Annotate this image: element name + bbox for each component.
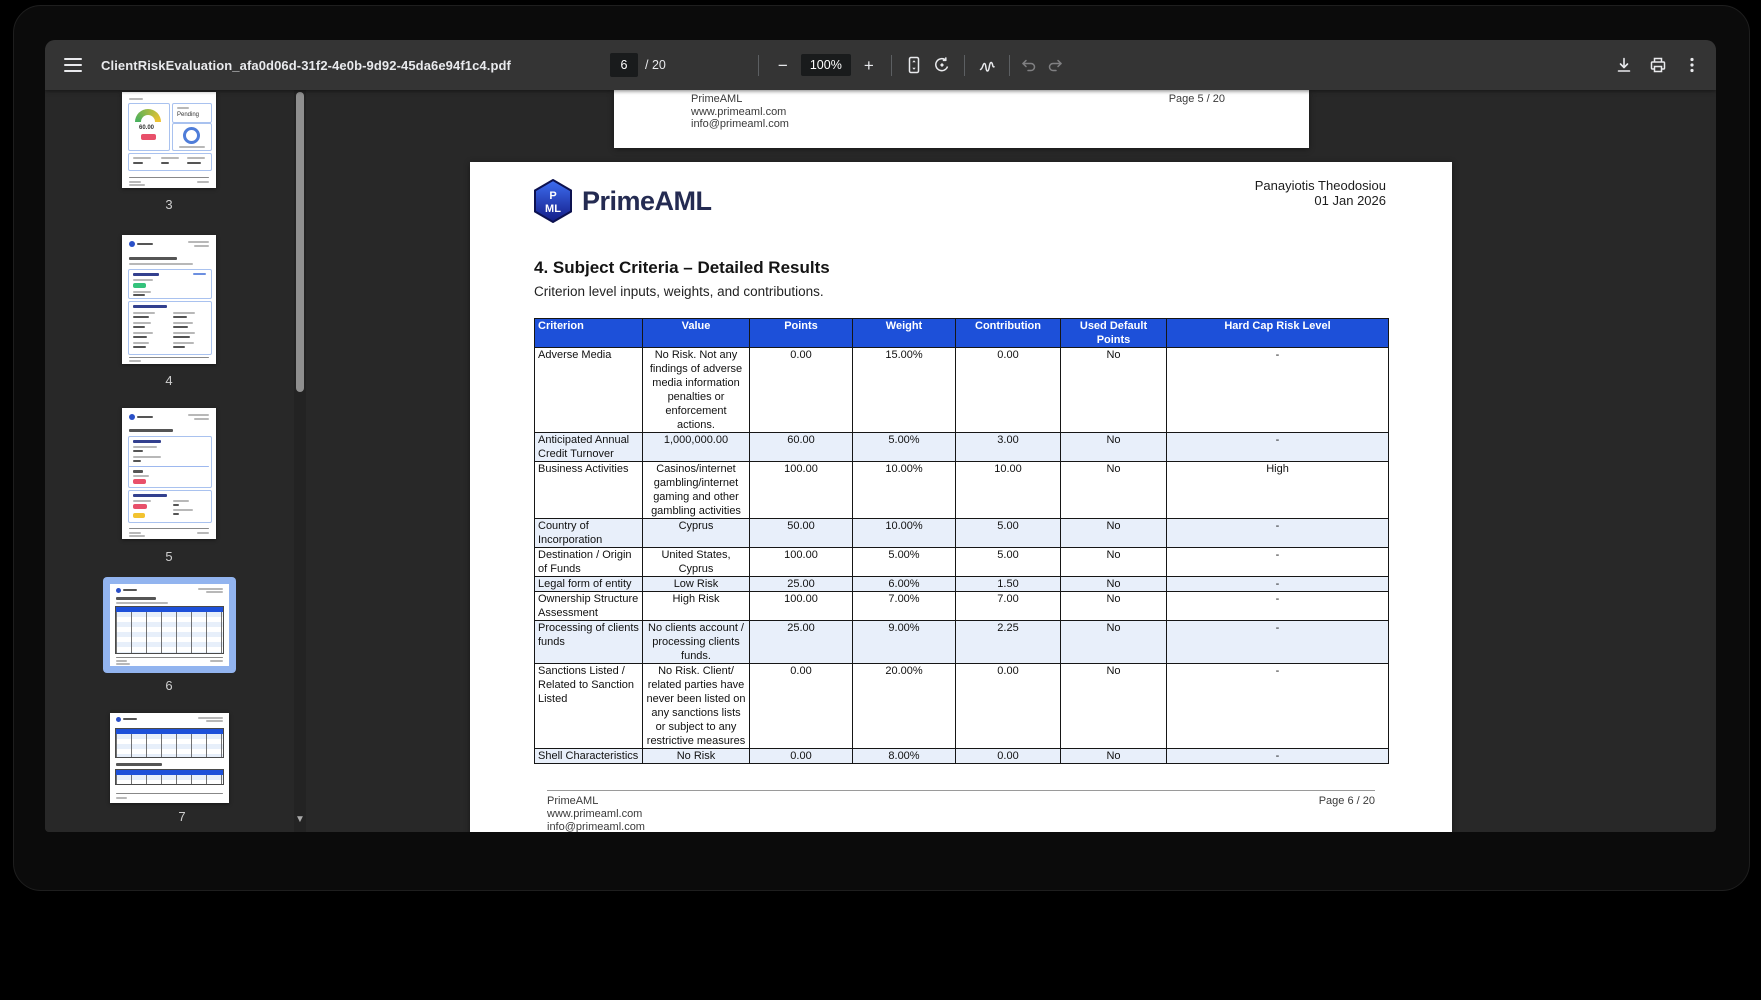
report-date: 01 Jan 2026 <box>1314 192 1386 208</box>
table-cell: 0.00 <box>750 664 853 749</box>
download-icon[interactable] <box>1610 51 1638 79</box>
table-cell: 20.00% <box>853 664 956 749</box>
table-cell: 60.00 <box>750 433 853 462</box>
table-cell: 0.00 <box>956 664 1061 749</box>
thumbnail-label-6: 6 <box>165 678 173 693</box>
thumbnail-page-7[interactable] <box>110 713 229 803</box>
table-header-cell: Contribution <box>956 319 1061 348</box>
table-header-row <box>535 319 1389 348</box>
table-cell: No <box>1061 577 1167 592</box>
page-number-input[interactable] <box>610 53 638 77</box>
table-cell: 10.00% <box>853 462 956 519</box>
author-block <box>1255 179 1386 208</box>
table-cell: 8.00% <box>853 749 956 764</box>
table-row <box>535 621 1389 664</box>
table-cell: 5.00 <box>956 519 1061 548</box>
table-header-cell: Used Default Points <box>1061 319 1167 348</box>
table-row <box>535 348 1389 433</box>
thumbnail-label-4: 4 <box>165 373 173 388</box>
thumbnail-page-6-selected[interactable] <box>103 577 236 673</box>
table-cell: 10.00% <box>853 519 956 548</box>
thumbnail-page-5[interactable] <box>122 408 216 539</box>
table-cell: 2.25 <box>956 621 1061 664</box>
thumbnail-label-5: 5 <box>165 549 173 564</box>
page5-footer: PrimeAML www.primeaml.com info@primeaml.com <box>691 93 789 130</box>
thumbnail-label-3: 3 <box>165 197 173 212</box>
table-cell: - <box>1167 548 1389 577</box>
svg-text:ML: ML <box>545 203 561 215</box>
menu-icon[interactable] <box>53 45 93 85</box>
sidebar-scrollbar-thumb[interactable] <box>296 92 304 392</box>
fit-page-icon[interactable] <box>900 51 928 79</box>
table-cell: - <box>1167 577 1389 592</box>
table-cell: 3.00 <box>956 433 1061 462</box>
table-cell: - <box>1167 519 1389 548</box>
table-cell: 0.00 <box>750 749 853 764</box>
table-cell: 25.00 <box>750 621 853 664</box>
undo-icon[interactable] <box>1014 51 1042 79</box>
table-cell: United States, Cyprus <box>643 548 750 577</box>
table-cell: No <box>1061 433 1167 462</box>
table-cell: 25.00 <box>750 577 853 592</box>
page6-page-label: Page 6 / 20 <box>1318 795 1375 807</box>
more-options-icon[interactable] <box>1678 51 1706 79</box>
svg-text:P: P <box>549 190 557 202</box>
criteria-table <box>534 318 1389 764</box>
table-cell: 9.00% <box>853 621 956 664</box>
toolbar-divider <box>1009 55 1010 76</box>
pdf-toolbar <box>45 40 1716 90</box>
table-cell: Business Activities <box>535 462 643 519</box>
pdf-viewer-window <box>45 40 1716 832</box>
table-cell: 5.00 <box>956 548 1061 577</box>
table-cell: No <box>1061 621 1167 664</box>
table-cell: 10.00 <box>956 462 1061 519</box>
table-cell: Adverse Media <box>535 348 643 433</box>
print-icon[interactable] <box>1644 51 1672 79</box>
author-name: Panayiotis Theodosiou <box>1254 178 1386 193</box>
document-title: ClientRiskEvaluation_afa0d06d-31f2-4e0b-9d92-45da6e94f1c4.pdf <box>101 57 511 73</box>
thumbnail-page-6[interactable] <box>110 584 229 666</box>
table-header-cell: Hard Cap Risk Level <box>1167 319 1389 348</box>
table-cell: 1,000,000.00 <box>643 433 750 462</box>
table-cell: 100.00 <box>750 592 853 621</box>
table-cell: No <box>1061 519 1167 548</box>
table-cell: - <box>1167 664 1389 749</box>
table-cell: - <box>1167 433 1389 462</box>
thumbnail-sidebar <box>45 90 310 832</box>
table-header-cell: Points <box>750 319 853 348</box>
rotate-icon[interactable] <box>928 51 956 79</box>
brand-name: PrimeAML <box>582 185 712 216</box>
table-cell: - <box>1167 592 1389 621</box>
table-cell: 5.00% <box>853 548 956 577</box>
table-cell: 100.00 <box>750 548 853 577</box>
thumbnail-label-7: 7 <box>178 809 186 824</box>
table-header-cell: Value <box>643 319 750 348</box>
table-cell: Cyprus <box>643 519 750 548</box>
table-row <box>535 592 1389 621</box>
thumb3-risk-badge <box>141 134 156 140</box>
pdf-page-6 <box>470 162 1452 832</box>
table-cell: 7.00 <box>956 592 1061 621</box>
toolbar-divider <box>964 55 965 76</box>
table-cell: No <box>1061 348 1167 433</box>
table-cell: Sanctions Listed / Related to Sanction Listed <box>535 664 643 749</box>
primeaml-logo-icon <box>533 179 573 223</box>
table-cell: No Risk. Not any findings of adverse media information penalties or enforcement actions. <box>643 348 750 433</box>
footer-divider <box>547 790 1375 791</box>
table-header-cell: Criterion <box>535 319 643 348</box>
table-cell: Casinos/internet gambling/internet gaming and other gambling activities <box>643 462 750 519</box>
table-cell: 7.00% <box>853 592 956 621</box>
table-cell: No <box>1061 664 1167 749</box>
table-row <box>535 749 1389 764</box>
table-cell: Country of Incorporation <box>535 519 643 548</box>
table-cell: No Risk. Client/ related parties have never been listed on any sanctions lists or subject to any restrictive measures <box>643 664 750 749</box>
thumbnail-page-3[interactable] <box>122 92 216 188</box>
table-cell: 0.00 <box>750 348 853 433</box>
page-total-label: / 20 <box>645 58 666 72</box>
table-cell: 50.00 <box>750 519 853 548</box>
table-cell: 0.00 <box>956 348 1061 433</box>
table-cell: 1.50 <box>956 577 1061 592</box>
table-cell: Ownership Structure Assessment <box>535 592 643 621</box>
table-cell: Low Risk <box>643 577 750 592</box>
redo-icon[interactable] <box>1042 51 1070 79</box>
page6-footer: PrimeAML www.primeaml.com info@primeaml.com <box>547 795 645 832</box>
annotate-pen-icon[interactable] <box>973 51 1001 79</box>
scroll-down-arrow-icon[interactable]: ▼ <box>295 814 305 825</box>
table-cell: Shell Characteristics <box>535 749 643 764</box>
table-cell: 6.00% <box>853 577 956 592</box>
zoom-in-button[interactable]: + <box>855 51 883 79</box>
table-cell: Destination / Origin of Funds <box>535 548 643 577</box>
table-cell: - <box>1167 621 1389 664</box>
toolbar-divider <box>891 55 892 76</box>
zoom-out-button[interactable]: − <box>769 51 797 79</box>
table-cell: Processing of clients funds <box>535 621 643 664</box>
pdf-page-5-partial <box>614 90 1309 148</box>
sidebar-scrollbar-track[interactable] <box>294 90 306 832</box>
toolbar-divider <box>758 55 759 76</box>
table-row <box>535 577 1389 592</box>
zoom-level-display: 100% <box>801 54 851 76</box>
table-row <box>535 664 1389 749</box>
thumb3-score: 60.00 <box>139 125 155 131</box>
document-viewport[interactable] <box>310 90 1716 832</box>
table-cell: No <box>1061 548 1167 577</box>
table-header-cell: Weight <box>853 319 956 348</box>
table-row <box>535 462 1389 519</box>
page5-page-label: Page 5 / 20 <box>1168 93 1225 105</box>
table-row <box>535 519 1389 548</box>
table-row <box>535 433 1389 462</box>
table-row <box>535 548 1389 577</box>
table-cell: High <box>1167 462 1389 519</box>
table-cell: Legal form of entity <box>535 577 643 592</box>
table-cell: 15.00% <box>853 348 956 433</box>
table-body <box>535 348 1389 764</box>
table-cell: No Risk <box>643 749 750 764</box>
section-subheading: Criterion level inputs, weights, and contributions. <box>534 284 824 299</box>
table-cell: - <box>1167 348 1389 433</box>
brand-header <box>533 179 712 223</box>
table-cell: - <box>1167 749 1389 764</box>
table-cell: 5.00% <box>853 433 956 462</box>
table-cell: No <box>1061 749 1167 764</box>
table-cell: 0.00 <box>956 749 1061 764</box>
table-cell: 100.00 <box>750 462 853 519</box>
table-cell: No <box>1061 592 1167 621</box>
table-cell: Anticipated Annual Credit Turnover <box>535 433 643 462</box>
table-cell: No clients account / processing clients funds. <box>643 621 750 664</box>
thumbnail-page-4[interactable] <box>122 235 216 364</box>
thumb3-status: Pending <box>177 112 200 118</box>
table-cell: High Risk <box>643 592 750 621</box>
table-cell: No <box>1061 462 1167 519</box>
section-heading: 4. Subject Criteria – Detailed Results <box>534 258 830 277</box>
